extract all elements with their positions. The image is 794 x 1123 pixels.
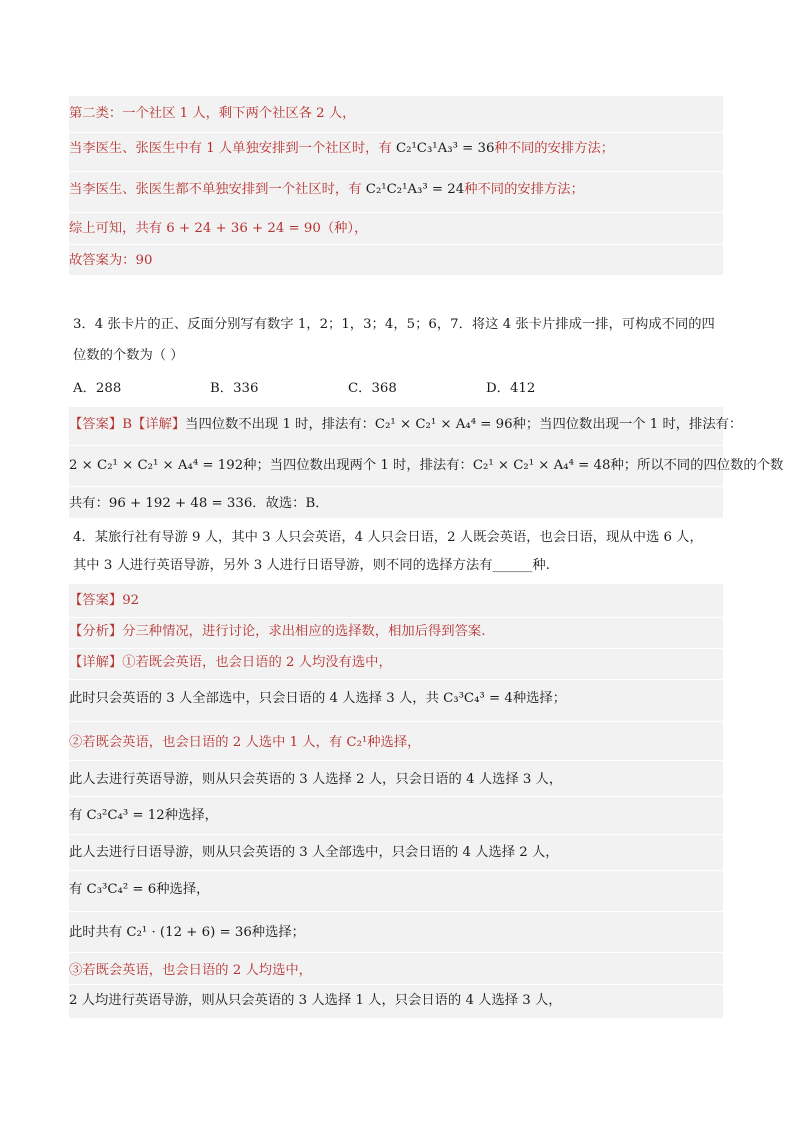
q3-option-b: B．336 xyxy=(210,381,259,396)
q4-detail-6: 此人去进行日语导游，则从只会英语的 3 人全部选中，只会日语的 4 人选择 2 人， xyxy=(69,845,559,860)
q4-detail-9: ③若既会英语，也会日语的 2 人均选中， xyxy=(69,963,312,978)
solution-line-3: 当李医生、张医生都不单独安排到一个社区时，有 C₂¹C₂¹A₃³ = 24种不同的安排方法； xyxy=(69,182,584,197)
q4-detail-3: ②若既会英语，也会日语的 2 人选中 1 人，有 C₂¹种选择， xyxy=(69,735,421,750)
solution-block-continued xyxy=(69,96,723,275)
solution-line-5: 故答案为：90 xyxy=(69,253,153,268)
q4-answer-block xyxy=(69,584,723,1018)
q4-stem-line-1: 4．某旅行社有导游 9 人，其中 3 人只会英语，4 人只会日语，2 人既会英语，也会日语，现从中选 6 人， xyxy=(73,530,703,545)
q4-detail-4: 此人去进行英语导游，则从只会英语的 3 人选择 2 人，只会日语的 4 人选择 3 人， xyxy=(69,772,563,787)
solution-line-1: 第二类：一个社区 1 人，剩下两个社区各 2 人， xyxy=(69,106,356,121)
q4-stem-line-2: 其中 3 人进行英语导游，另外 3 人进行日语导游，则不同的选择方法有______种. xyxy=(73,558,550,573)
q4-detail-1: 【详解】①若既会英语，也会日语的 2 人均没有选中， xyxy=(69,655,392,670)
q4-analysis: 【分析】分三种情况，进行讨论，求出相应的选择数，相加后得到答案. xyxy=(69,624,486,639)
q3-answer-line-3: 共有：96 + 192 + 48 = 336．故选：B． xyxy=(69,496,329,511)
detail-tag: 【详解】 xyxy=(131,417,186,432)
solution-line-4: 综上可知，共有 6 + 24 + 36 + 24 = 90（种）， xyxy=(69,221,368,236)
q4-detail-8: 此时共有 C₂¹ · (12 + 6) = 36种选择； xyxy=(69,925,305,940)
q3-option-d: D．412 xyxy=(486,381,536,396)
q3-stem-line-2: 位数的个数为（ ） xyxy=(73,348,184,363)
answer-tag: 【答案】 xyxy=(69,417,123,432)
q4-detail-7: 有 C₃³C₄² = 6种选择， xyxy=(69,882,210,897)
q4-detail-10: 2 人均进行英语导游，则从只会英语的 3 人选择 1 人，只会日语的 4 人选择 3 人， xyxy=(69,993,562,1008)
answer-value: B xyxy=(122,417,132,432)
q3-answer-line-1: 【答案】B【详解】当四位数不出现 1 时，排法有：C₂¹ × C₂¹ × A₄⁴ = 96种；当四位数出现一个 1 时，排法有： xyxy=(69,417,743,432)
q4-detail-2: 此时只会英语的 3 人全部选中，只会日语的 4 人选择 3 人，共 C₃³C₄³ = 4种选择； xyxy=(69,691,567,706)
q3-option-a: A．288 xyxy=(73,381,122,396)
q3-answer-line-2: 2 × C₂¹ × C₂¹ × A₄⁴ = 192种；当四位数出现两个 1 时，排法有：C₂¹ × C₂¹ × A₄⁴ = 48种；所以不同的四位数的个数 xyxy=(69,458,784,473)
q4-detail-5: 有 C₃²C₄³ = 12种选择， xyxy=(69,808,218,823)
q3-answer-block xyxy=(69,407,784,518)
q3-option-c: C．368 xyxy=(348,381,397,396)
q4-answer: 【答案】92 xyxy=(69,593,140,608)
q3-stem-line-1: 3．4 张卡片的正、反面分别写有数字 1，2；1，3；4，5；6，7．将这 4 张卡片排成一排，可构成不同的四 xyxy=(73,317,715,332)
solution-line-2: 当李医生、张医生中有 1 人单独安排到一个社区时，有 C₂¹C₃¹A₃³ = 36种不同的安排方法； xyxy=(69,141,615,156)
